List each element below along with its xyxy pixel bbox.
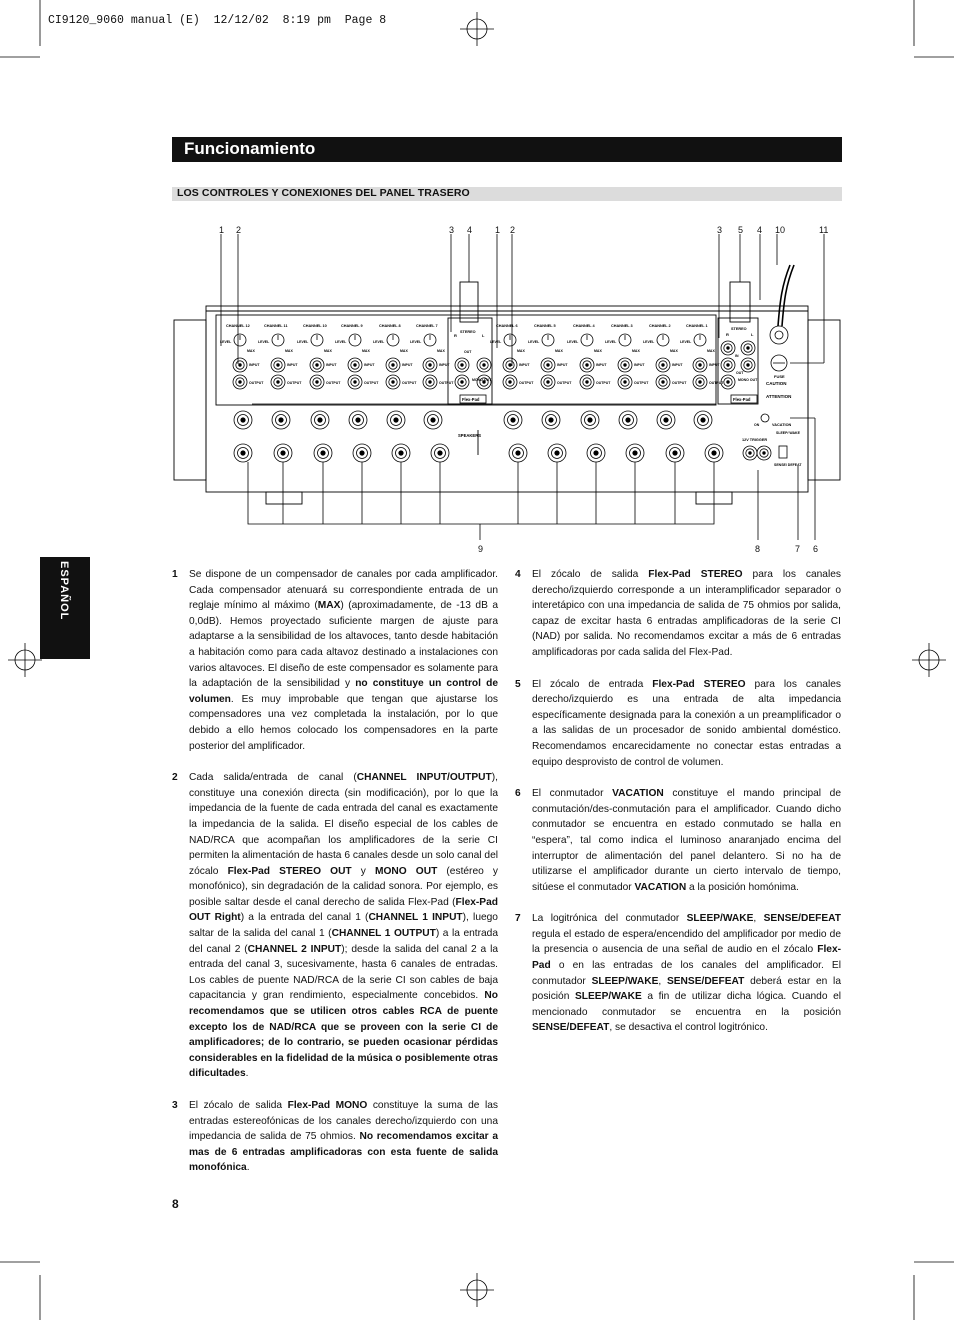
level-label: LEVEL (373, 340, 385, 344)
max-label: MAX (324, 349, 332, 353)
output-label: OUTPUT (557, 381, 572, 385)
max-label: MAX (437, 349, 445, 353)
max-label: MAX (362, 349, 370, 353)
input-label: INPUT (439, 363, 450, 367)
section-title: LOS CONTROLES Y CONEXIONES DEL PANEL TRASERO (177, 187, 470, 199)
title-bar (172, 137, 842, 162)
flexpad-jack-pin (461, 381, 464, 384)
item-text: El conmutador VACATION constituye el mando principal de conmutación/des-conmutación para el amplificador. Cuando dicho conmutador se encuentra en estado conmutado se halla en “espera”, tal como indica el luminoso anaranjado encima del interruptor de alimentación del panel delantero. Si no ha de utilizarse el amplificador durante un cierto intervalo de tiempo, sitúese el conmutador VACATION a la posición homónima. (532, 788, 841, 893)
trigger-label: 12V TRIGGER (742, 438, 768, 442)
stereo-label: STEREO (731, 327, 747, 331)
speaker-post-core (279, 418, 283, 422)
output-jack-pin (316, 381, 319, 384)
level-label: LEVEL (490, 340, 502, 344)
input-jack-pin (316, 364, 319, 367)
callout-3b: 3 (717, 225, 723, 235)
flexpad-jack-pin (727, 364, 730, 367)
speaker-post-core (431, 418, 435, 422)
speaker-post-core (712, 451, 716, 455)
input-jack-pin (662, 364, 665, 367)
caution-label: CAUTION (766, 381, 787, 386)
flexpad-jack-pin (461, 364, 464, 367)
speaker-post-core (360, 451, 364, 455)
callout-10: 10 (775, 225, 786, 235)
level-label: LEVEL (528, 340, 540, 344)
level-label: LEVEL (567, 340, 579, 344)
speakers-label: SPEAKERS (458, 433, 482, 438)
channel-label: CHANNEL 4 (573, 324, 595, 328)
speaker-post-core (701, 418, 705, 422)
callout-11: 11 (819, 225, 829, 235)
trigger-jack-pin (763, 452, 766, 455)
in-label: IN (735, 354, 739, 358)
level-label: LEVEL (220, 340, 232, 344)
input-jack-pin (547, 364, 550, 367)
output-jack-pin (392, 381, 395, 384)
vacation-switch (761, 414, 769, 422)
input-label: INPUT (519, 363, 530, 367)
max-label: MAX (285, 349, 293, 353)
input-label: INPUT (402, 363, 413, 367)
output-jack-pin (429, 381, 432, 384)
speaker-post-core (664, 418, 668, 422)
fuse-label: FUSE (774, 374, 785, 379)
channel-label: CHANNEL 10 (303, 324, 327, 328)
max-label: MAX (632, 349, 640, 353)
l-label: L (751, 332, 754, 337)
callout-1a: 1 (219, 225, 225, 235)
callout-3a: 3 (449, 225, 455, 235)
channel-label: CHANNEL 8 (379, 324, 401, 328)
right-item-5 (515, 677, 841, 771)
max-label: MAX (594, 349, 602, 353)
input-jack-pin (624, 364, 627, 367)
level-label: LEVEL (680, 340, 692, 344)
right-item-4 (515, 567, 841, 661)
max-label: MAX (517, 349, 525, 353)
item-text: La logitrónica del conmutador SLEEP/WAKE, SENSE/DEFEAT regula el estado de espera/encendido del amplificador por medio de la presencia o ausencia de una señal de audio en el zócalo Flex-Pad o en las entradas de los canales del amplificador. El conmutador SLEEP/WAKE, SENSE/DEFEAT deberá estar en la posición SLEEP/WAKE a fin de utilizar dicha lógica. Cuando el mencionado conmutador se encuentra en la posición SENSE/DEFEAT, se desactiva el control logitrónico. (532, 913, 841, 1034)
speaker-post-core (516, 451, 520, 455)
level-label: LEVEL (410, 340, 422, 344)
callout-1b: 1 (495, 225, 501, 235)
output-jack-pin (547, 381, 550, 384)
input-label: INPUT (634, 363, 645, 367)
speaker-post-core (626, 418, 630, 422)
item-number: 5 (515, 678, 521, 690)
logic-switch (779, 446, 787, 458)
output-jack-pin (239, 381, 242, 384)
channel-label: CHANNEL 7 (416, 324, 438, 328)
input-label: INPUT (249, 363, 260, 367)
input-jack-pin (699, 364, 702, 367)
speaker-bracket (248, 462, 714, 524)
input-label: INPUT (709, 363, 720, 367)
input-jack-pin (392, 364, 395, 367)
channel-label: CHANNEL 9 (341, 324, 363, 328)
stereo-label: STEREO (460, 330, 476, 334)
input-jack-pin (429, 364, 432, 367)
trigger-jack-pin (749, 452, 752, 455)
speaker-post-core (399, 451, 403, 455)
input-label: INPUT (557, 363, 568, 367)
output-jack-pin (354, 381, 357, 384)
max-label: MAX (247, 349, 255, 353)
output-label: OUTPUT (672, 381, 687, 385)
level-label: LEVEL (605, 340, 617, 344)
item-number: 3 (172, 1100, 178, 1111)
rear-panel-diagram (160, 220, 850, 560)
out-label: OUT (736, 371, 744, 375)
level-label: LEVEL (258, 340, 270, 344)
item-text: El zócalo de salida Flex-Pad STEREO para los canales derecho/izquierdo corresponde a un interamplificador separador o interetápico con una impedancia de salida de 75 ohmios por salida, capaz de excitar hasta 6 entradas amplificadoras de la serie CI (NAD) por salida. No recomendamos excitar a más de 6 entradas amplificadoras por cada salida del Flex-Pad. (532, 569, 841, 658)
output-jack-pin (277, 381, 280, 384)
channel-label: CHANNEL 2 (649, 324, 671, 328)
output-jack-pin (509, 381, 512, 384)
page-title: Funcionamiento (184, 139, 316, 158)
page-number: 8 (172, 1197, 179, 1211)
language-tab (40, 557, 90, 659)
output-label: OUTPUT (249, 381, 264, 385)
output-label: OUTPUT (634, 381, 649, 385)
mono-out-label: MONO OUT (738, 378, 758, 382)
input-label: INPUT (364, 363, 375, 367)
attention-label: ATTENTION (766, 394, 792, 399)
power-cord-strain (770, 326, 788, 344)
max-label: MAX (670, 349, 678, 353)
level-label: LEVEL (297, 340, 309, 344)
callout-4b: 4 (757, 225, 763, 235)
right-column (515, 567, 841, 1052)
callout-8: 8 (755, 544, 761, 554)
speaker-post-core (633, 451, 637, 455)
speaker-post-core (588, 418, 592, 422)
on-label: ON (754, 423, 760, 427)
language-label: ESPAÑOL (58, 561, 70, 621)
input-jack-pin (354, 364, 357, 367)
speaker-post-core (281, 451, 285, 455)
speaker-post-core (549, 418, 553, 422)
channel-label: CHANNEL 12 (226, 324, 250, 328)
callout-5: 5 (738, 225, 744, 235)
print-header: CI9120_9060 manual (E) 12/12/02 8:19 pm Page 8 (48, 14, 387, 27)
callout-4a: 4 (467, 225, 473, 235)
output-label: OUTPUT (709, 381, 724, 385)
speaker-post-core (356, 418, 360, 422)
flexpad-badge-label: Flex-Pad (462, 397, 480, 402)
output-jack-pin (699, 381, 702, 384)
speaker-post-core (241, 418, 245, 422)
vacation-label: VACATION (772, 423, 792, 427)
left-item-2 (172, 770, 498, 1082)
sleep-wake-label: SLEEP/ WAKE (776, 431, 800, 435)
output-label: OUTPUT (287, 381, 302, 385)
speaker-post-core (394, 418, 398, 422)
max-label: MAX (555, 349, 563, 353)
item-text: Se dispone de un compensador de canales por cada amplificador. Cada compensador atenuará su correspondiente entrada de un reglaje mínimo al máximo (MAX) (aproximadamente, de -13 dB a 0,0dB). Hemos proyectado suficiente margen de ajuste para adaptarse a la sensibilidad de los altavoces, tanto desde habitación a habitación como para cada altavoz destinado a instalaciones con varios altavoces. El diseño de este compensador es solamente para la adaptación de la sensibilidad y no constituye un control de volumen. Es muy improbable que tengan que ajustarse los compensadores una vez completada la instalación, por lo que debido a ello hemos colocado los compensadores en la parte posterior del amplificador. (189, 569, 498, 752)
left-item-3 (172, 1098, 498, 1176)
level-label: LEVEL (335, 340, 347, 344)
speaker-post-core (318, 418, 322, 422)
sense-defeat-label: SENSE/ DEFEAT (774, 463, 802, 467)
input-jack-pin (509, 364, 512, 367)
power-cord-strain-inner (775, 331, 783, 339)
speaker-post-core (321, 451, 325, 455)
item-number: 2 (172, 772, 178, 784)
speaker-post-core (438, 451, 442, 455)
section-bar (172, 187, 842, 201)
output-label: OUTPUT (326, 381, 341, 385)
mono-out-label: MONO OUT (472, 378, 492, 382)
callout-2b: 2 (510, 225, 516, 235)
item-number: 6 (515, 788, 521, 800)
item-number: 7 (515, 913, 521, 925)
right-item-7 (515, 911, 841, 1036)
r-label: R (726, 332, 729, 337)
speaker-post-core (594, 451, 598, 455)
output-jack-pin (624, 381, 627, 384)
right-item-6 (515, 786, 841, 895)
max-label: MAX (400, 349, 408, 353)
flexpad-jack-pin (727, 381, 730, 384)
output-label: OUTPUT (364, 381, 379, 385)
channel-label: CHANNEL 1 (686, 324, 708, 328)
item-number: 1 (172, 569, 178, 580)
left-item-1 (172, 567, 498, 754)
input-jack-pin (239, 364, 242, 367)
flexpad-badge-label: Flex-Pad (733, 397, 751, 402)
l-label: L (482, 333, 485, 338)
channel-label: CHANNEL 6 (496, 324, 518, 328)
channel-label: CHANNEL 5 (534, 324, 556, 328)
callout-7: 7 (795, 544, 801, 554)
output-jack-pin (662, 381, 665, 384)
flexpad-jack-pin (747, 364, 750, 367)
speaker-post-core (241, 451, 245, 455)
out-label: OUT (464, 350, 472, 354)
output-label: OUTPUT (402, 381, 417, 385)
item-text: El zócalo de salida Flex-Pad MONO constituye la suma de las entradas estereofónicas de los canales derecho/izquierdo con una impedancia de salida de 75 ohmios. No recomendamos excitar a mas de 6 entradas amplificadoras con esta fuente de salida monofónica. (189, 1100, 499, 1174)
input-label: INPUT (326, 363, 337, 367)
item-text: El zócalo de entrada Flex-Pad STEREO para los canales derecho/izquierdo es una entrada de alta impedancia específicamente designada para la conexión a un preamplificador o a las salidas de un procesador de sonido ambiental doméstico. Recomendamos encarecidamente no conectar estas entradas a equipo desprovisto de control de volumen. (532, 678, 841, 768)
left-column (172, 567, 498, 1192)
input-label: INPUT (287, 363, 298, 367)
flexpad-jack-pin (483, 364, 486, 367)
input-jack-pin (277, 364, 280, 367)
channel-label: CHANNEL 3 (611, 324, 633, 328)
input-jack-pin (586, 364, 589, 367)
output-label: OUTPUT (596, 381, 611, 385)
speaker-post-core (673, 451, 677, 455)
r-label: R (454, 333, 457, 338)
input-label: INPUT (596, 363, 607, 367)
output-label: OUTPUT (439, 381, 454, 385)
callout-2a: 2 (236, 225, 242, 235)
channel-label: CHANNEL 11 (264, 324, 288, 328)
input-label: INPUT (672, 363, 683, 367)
max-label: MAX (707, 349, 715, 353)
flexpad-jack-pin (727, 347, 730, 350)
speaker-post-core (511, 418, 515, 422)
speaker-post-core (555, 451, 559, 455)
output-jack-pin (586, 381, 589, 384)
item-number: 4 (515, 569, 521, 580)
level-label: LEVEL (643, 340, 655, 344)
output-label: OUTPUT (519, 381, 534, 385)
flexpad-jack-pin (747, 347, 750, 350)
callout-9: 9 (478, 544, 484, 554)
item-text: Cada salida/entrada de canal (CHANNEL INPUT/OUTPUT), constituye una conexión directa (sin modificación), por lo que la impedancia de la fuente de cada entrada del canal es exactamente la impedancia de la salida. El diseño especial de los cables de NAD/RCA que acompañan los amplificadores de la serie CI permiten la alimentación de hasta 6 canales desde un solo canal del zócalo Flex-Pad STEREO OUT y MONO OUT (estéreo y monofónico), sin degradación de la calidad sonora. Por ejemplo, es posible saltar desde el canal derecho de salida Flex-Pad (Flex-Pad OUT Right) a la entrada del canal 1 (CHANNEL 1 INPUT), luego saltar de la salida del canal 1 (CHANNEL 1 OUTPUT) a la entrada del canal 2 (CHANNEL 2 INPUT); desde la salida del canal 2 a la entrada del canal 3, sucesivamente, hasta 6 canales de entradas. Los cables de puente NAD/RCA de la serie CI son cables de baja capacitancia y gran rendimiento, especialmente concebidos. No recomendamos que se utilicen otros cables RCA de puente excepto los de NAD/RCA que se proveen con la serie CI de amplificadores; de lo contrario, se pueden ocasionar pérdidas considerables en la fidelidad de la música o posiblemente otras dificultades. (189, 772, 499, 1080)
callout-6: 6 (813, 544, 819, 554)
